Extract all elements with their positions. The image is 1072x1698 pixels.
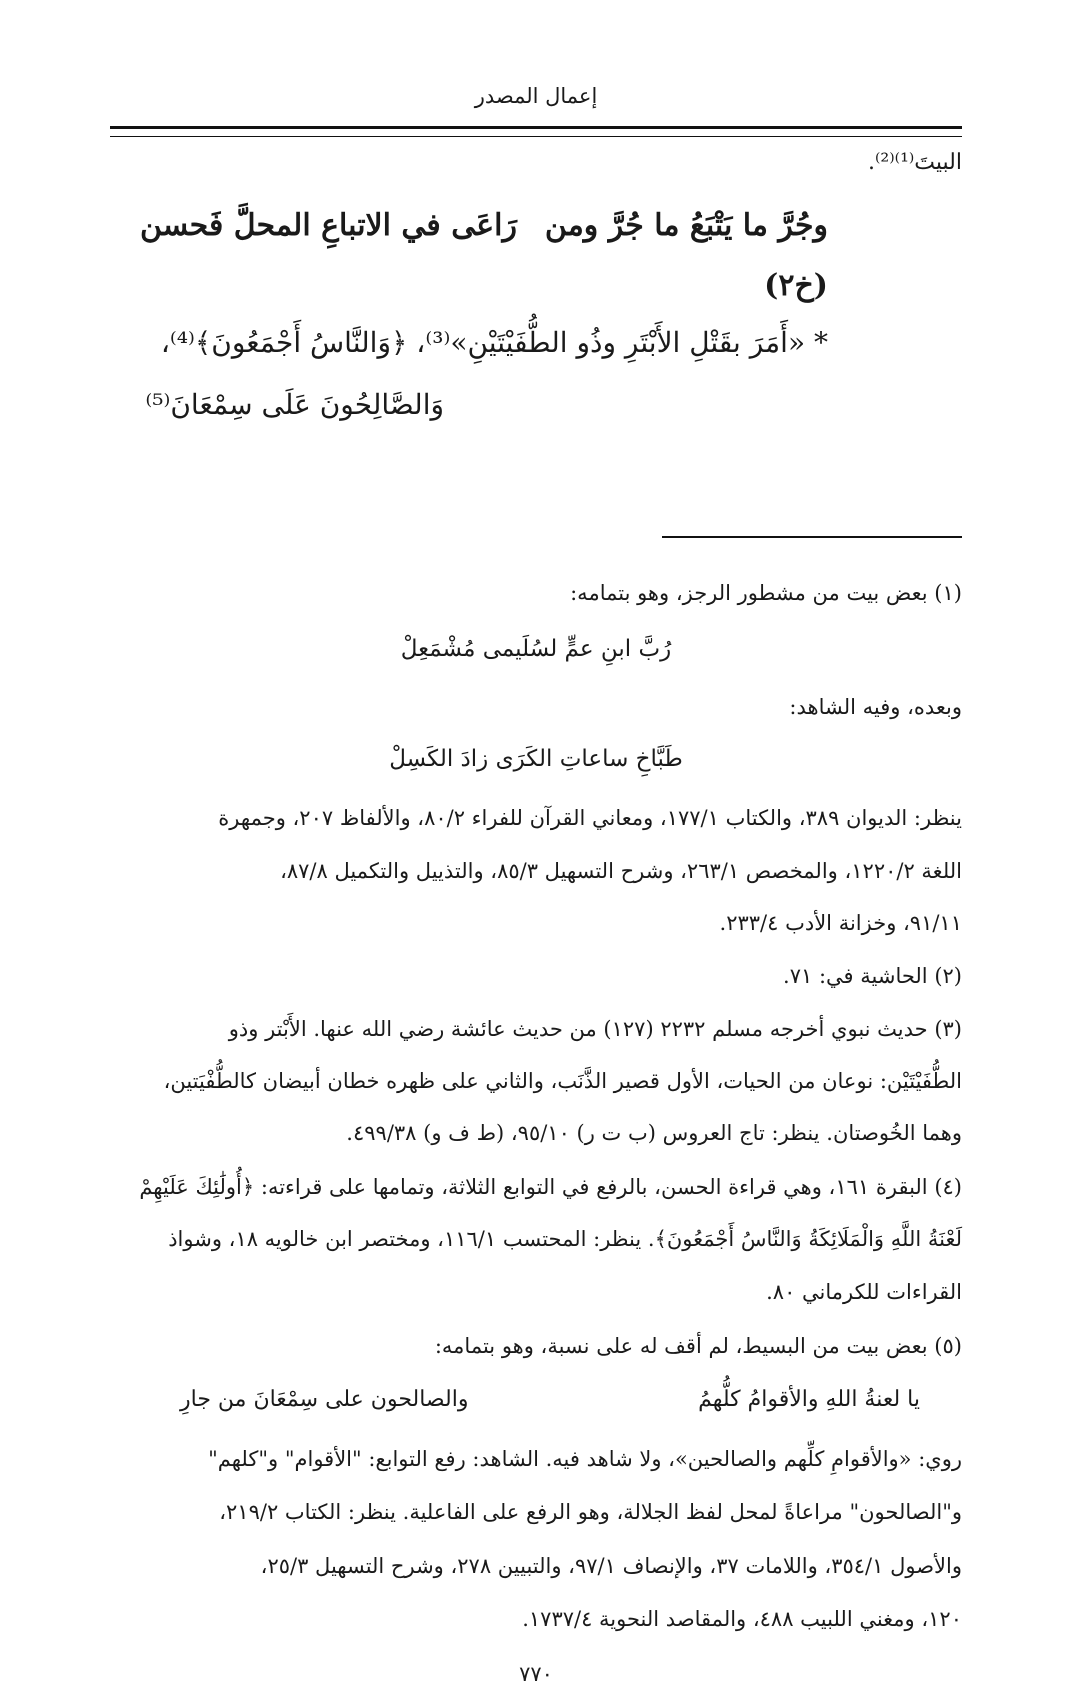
footnote-5-line-2: و"الصالحون" مراعاةً لمحل لفظ الجلالة، وهو الرفع على الفاعلية. ينظر: الكتاب ٢١٩/٢، xyxy=(219,1500,962,1524)
examples-line-1: * «أَمَرَ بقَتْلِ الأَبْتَرِ وذُو الطُّفَيْتَيْنِ»⁽³⁾، ﴿وَالنَّاسُ أَجْمَعُونَ﴾⁽⁴⁾، xyxy=(160,326,828,359)
running-head: إعمال المصدر xyxy=(474,84,598,108)
footnote-1-intro: (١) بعض بيت من مشطور الرجز، وهو بتمامه: xyxy=(570,581,962,605)
footnote-1-verse-2: طَبَّاخِ ساعاتِ الكَرَى زادَ الكَسِلْ xyxy=(389,746,683,772)
footnote-5-intro: (٥) بعض بيت من البسيط، لم أقف له على نسبة، وهو بتمامه: xyxy=(434,1334,962,1358)
footnote-5-line-1: روي: «والأقوامِ كلِّهم والصالحين»، ولا شاهد فيه. الشاهد: رفع التوابع: "الأقوام" و"كلهم" xyxy=(208,1447,962,1471)
page-number: ٧٧٠ xyxy=(519,1662,553,1686)
verse-tag: (خ٢) xyxy=(764,268,828,303)
footnote-5-line-4: ١٢٠، ومغني اللبيب ٤٨٨، والمقاصد النحوية ١٧٣٧/٤. xyxy=(522,1607,962,1631)
footnote-1-mid: وبعده، وفيه الشاهد: xyxy=(789,695,962,719)
verse-hemistich-left: رَاعَى في الاتباعِ المحلَّ فَحسن xyxy=(140,208,517,243)
footnote-2: (٢) الحاشية في: ٧١. xyxy=(783,964,962,988)
header-rule-thick xyxy=(110,126,962,129)
header-rule-thin xyxy=(110,136,962,137)
footnote-5-verse-right: يا لعنةُ اللهِ والأقوامُ كلُّهمُ xyxy=(698,1387,920,1412)
footnote-4-line-2: لَعْنَةُ اللَّهِ وَالْمَلَائِكَةُ وَالنَّاسُ أَجْمَعُونَ﴾. ينظر: المحتسب ١١٦/١، ومختصر ابن خالويه ١٨، وشواذ xyxy=(168,1227,962,1251)
intro-text: البيتَ⁽¹⁾⁽²⁾. xyxy=(868,150,962,175)
footnote-separator xyxy=(662,536,962,538)
footnote-1-ref-1: ينظر: الديوان ٣٨٩، والكتاب ١٧٧/١، ومعاني القرآن للفراء ٨٠/٢، والألفاظ ٢٠٧، وجمهرة xyxy=(218,806,962,830)
footnote-1-verse-1: رُبَّ ابنِ عمٍّ لسُلَيمى مُشْمَعِلْ xyxy=(400,636,672,662)
footnote-4-line-3: القراءات للكرماني ٨٠. xyxy=(766,1280,962,1304)
examples-line-2: وَالصَّالِحُونَ عَلَى سِمْعَانَ⁽⁵⁾ xyxy=(145,388,444,421)
footnote-3-line-2: الطُّفَيْتَيْن: نوعان من الحيات، الأول قصير الذَّنَب، والثاني على ظهره خطان أبيضان كالطُّفْيَتين، xyxy=(163,1069,962,1093)
footnote-3-line-3: وهما الخُوصتان. ينظر: تاج العروس (ب ت ر) ٩٥/١٠، (ط ف و) ٤٩٩/٣٨. xyxy=(346,1121,962,1145)
footnote-5-line-3: والأصول ٣٥٤/١، واللامات ٣٧، والإنصاف ٩٧/١، والتبيين ٢٧٨، وشرح التسهيل ٢٥/٣، xyxy=(260,1554,962,1578)
footnote-1-ref-3: ٩١/١١، وخزانة الأدب ٢٣٣/٤. xyxy=(719,911,962,935)
verse-hemistich-right: وجُرَّ ما يَتْبَعُ ما جُرَّ ومن xyxy=(544,208,828,243)
footnote-4-line-1: (٤) البقرة ١٦١، وهي قراءة الحسن، بالرفع في التوابع الثلاثة، وتمامها على قراءته: ﴿أُولَٰئِكَ عَلَيْهِمْ xyxy=(139,1175,962,1199)
footnote-5-verse-left: والصالحون على سِمْعَانَ من جارِ xyxy=(180,1387,469,1412)
footnote-1-ref-2: اللغة ١٢٢٠/٢، والمخصص ٢٦٣/١، وشرح التسهيل ٨٥/٣، والتذييل والتكميل ٨٧/٨، xyxy=(280,859,962,883)
footnote-3-line-1: (٣) حديث نبوي أخرجه مسلم ٢٢٣٢ (١٢٧) من حديث عائشة رضي الله عنها. الأَبْتر وذو xyxy=(228,1017,962,1041)
